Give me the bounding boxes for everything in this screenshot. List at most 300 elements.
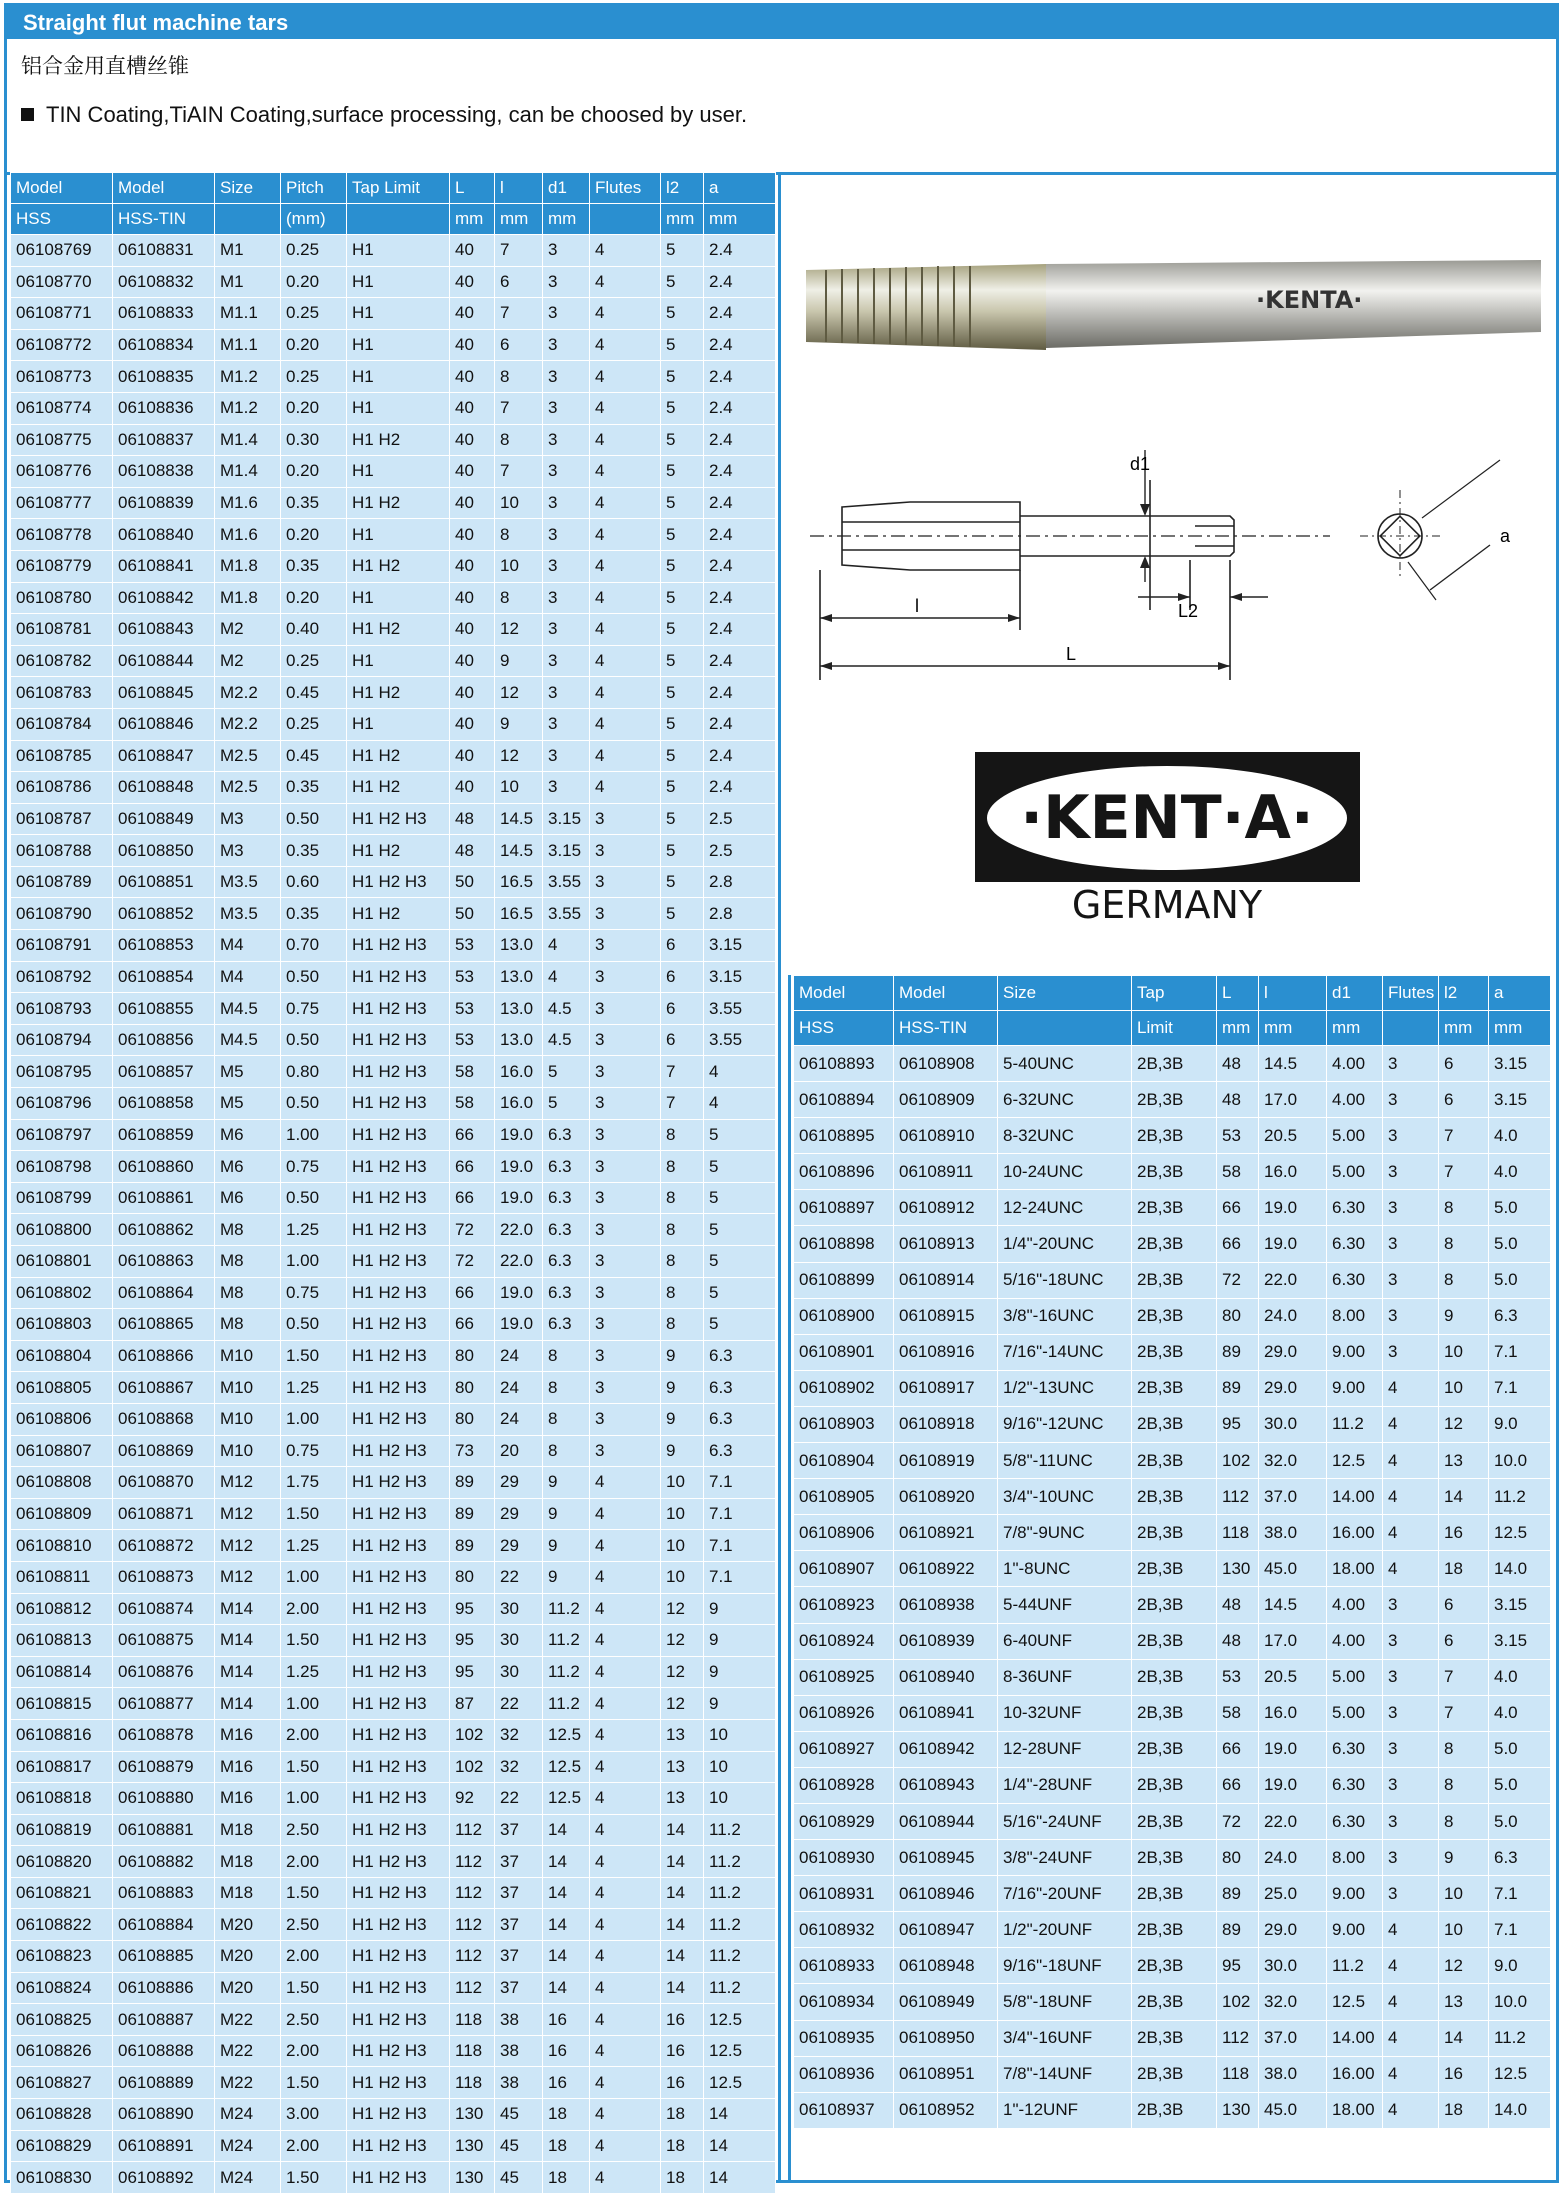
table-cell: 3/4"-16UNF [998, 2020, 1132, 2056]
column-header: l2 [1439, 976, 1489, 1011]
table-cell: 3.55 [543, 898, 590, 930]
table-row [794, 1082, 1551, 1118]
square-bullet-icon [21, 108, 34, 121]
table-cell: 6.30 [1327, 1226, 1383, 1262]
table-cell: 18 [543, 2162, 590, 2194]
table-cell: 3 [590, 961, 661, 993]
table-cell: 0.45 [281, 740, 347, 772]
table-cell: 06108900 [794, 1298, 894, 1334]
table-cell: 06108897 [794, 1190, 894, 1226]
table-cell: 1.50 [281, 1340, 347, 1372]
table-cell: 3 [590, 1182, 661, 1214]
table-row [11, 235, 776, 267]
table-cell: 3.15 [543, 835, 590, 867]
table-cell: H1 H2 H3 [347, 1719, 450, 1751]
table-cell: 4 [590, 2035, 661, 2067]
table-cell: 06108940 [894, 1659, 998, 1695]
table-cell: 118 [450, 2035, 495, 2067]
table-cell: 32 [495, 1751, 543, 1783]
table-cell: 3 [543, 361, 590, 393]
table-row [11, 1340, 776, 1372]
table-cell: 24 [495, 1372, 543, 1404]
table-cell: 5/8"-11UNC [998, 1443, 1132, 1479]
table-cell: 66 [450, 1277, 495, 1309]
table-row [11, 298, 776, 330]
table-cell: 06108842 [113, 582, 215, 614]
table-cell: 8 [1439, 1262, 1489, 1298]
table-cell: 22.0 [495, 1214, 543, 1246]
table-cell: 9.00 [1327, 1912, 1383, 1948]
table-cell: 06108859 [113, 1119, 215, 1151]
table-cell: 40 [450, 298, 495, 330]
table-cell: 3 [590, 866, 661, 898]
table-cell: 3 [1383, 1731, 1439, 1767]
table-cell: 16.5 [495, 866, 543, 898]
table-cell: 06108925 [794, 1659, 894, 1695]
table-cell: 2B,3B [1132, 1334, 1217, 1370]
table-cell: 06108820 [11, 1846, 113, 1878]
table-cell: M16 [215, 1719, 281, 1751]
table-cell: 37.0 [1259, 2020, 1327, 2056]
table-cell: M10 [215, 1435, 281, 1467]
table-cell: 6.3 [704, 1372, 776, 1404]
table-cell: 06108915 [894, 1298, 998, 1334]
column-header: Model [894, 976, 998, 1011]
table-cell: 3 [1383, 1082, 1439, 1118]
table-cell: 16.00 [1327, 2056, 1383, 2092]
table-row [11, 835, 776, 867]
table-cell: 8 [543, 1340, 590, 1372]
table-cell: 14.0 [1489, 1551, 1551, 1587]
table-row [794, 1803, 1551, 1839]
table-cell: 9/16"-18UNF [998, 1948, 1132, 1984]
table-cell: M12 [215, 1498, 281, 1530]
table-cell: 22 [495, 1783, 543, 1815]
table-cell: 11.2 [1489, 1479, 1551, 1515]
table-cell: 18 [543, 2099, 590, 2131]
table-cell: 1.50 [281, 2162, 347, 2194]
table-cell: 50 [450, 866, 495, 898]
table-cell: 2B,3B [1132, 1840, 1217, 1876]
table-cell: M16 [215, 1783, 281, 1815]
table-cell: 2.50 [281, 1909, 347, 1941]
table-cell: 4 [590, 329, 661, 361]
table-cell: 2.5 [704, 835, 776, 867]
table-cell: 06108827 [11, 2067, 113, 2099]
table-cell: 06108922 [894, 1551, 998, 1587]
table-cell: 3 [590, 1403, 661, 1435]
table-cell: 06108867 [113, 1372, 215, 1404]
column-header: Size [998, 976, 1132, 1011]
table-row [794, 1984, 1551, 2020]
table-cell: 2.4 [704, 424, 776, 456]
table-cell: 06108847 [113, 740, 215, 772]
table-cell: 06108811 [11, 1561, 113, 1593]
table-cell: 12 [661, 1656, 704, 1688]
table-cell: M8 [215, 1277, 281, 1309]
table-cell: 8-36UNF [998, 1659, 1132, 1695]
table-cell: 06108881 [113, 1814, 215, 1846]
table-cell: 10 [704, 1783, 776, 1815]
table-cell: 29.0 [1259, 1370, 1327, 1406]
table-cell: M2.2 [215, 677, 281, 709]
table-cell: 7.1 [1489, 1370, 1551, 1406]
table-cell: M3.5 [215, 898, 281, 930]
header-row [11, 173, 776, 204]
table-cell: 12 [661, 1593, 704, 1625]
table-cell: 48 [450, 835, 495, 867]
table-cell: 19.0 [495, 1151, 543, 1183]
table-cell: 24 [495, 1403, 543, 1435]
table-cell: 3 [543, 614, 590, 646]
table-cell: 06108855 [113, 993, 215, 1025]
table-cell: H1 H2 H3 [347, 1593, 450, 1625]
table-cell: 06108806 [11, 1403, 113, 1435]
table-cell: 06108949 [894, 1984, 998, 2020]
table-cell: 14.00 [1327, 2020, 1383, 2056]
table-cell: 06108932 [794, 1912, 894, 1948]
table-cell: 6.3 [543, 1309, 590, 1341]
table-cell: 06108830 [11, 2162, 113, 2194]
table-row [794, 1912, 1551, 1948]
column-header: L [1217, 976, 1259, 1011]
table-cell: 58 [450, 1056, 495, 1088]
table-cell: 4 [590, 677, 661, 709]
table-cell: 13 [661, 1751, 704, 1783]
table-cell: 06108914 [894, 1262, 998, 1298]
table-cell: 8 [1439, 1190, 1489, 1226]
table-cell: 2.00 [281, 2035, 347, 2067]
d1-label: d1 [1130, 454, 1151, 474]
table-cell: 2B,3B [1132, 1659, 1217, 1695]
table-cell: M4 [215, 930, 281, 962]
table-row [11, 329, 776, 361]
table-cell: 3 [590, 1056, 661, 1088]
table-cell: 18 [1439, 2092, 1489, 2128]
table-cell: 0.75 [281, 993, 347, 1025]
table-cell: 06108840 [113, 519, 215, 551]
table-cell: 25.0 [1259, 1876, 1327, 1912]
table-cell: 2B,3B [1132, 1623, 1217, 1659]
table-cell: 95 [450, 1656, 495, 1688]
table-cell: 3 [590, 1435, 661, 1467]
table-cell: 9 [543, 1561, 590, 1593]
table-cell: M1.8 [215, 550, 281, 582]
table-row [11, 266, 776, 298]
table-cell: H1 [347, 519, 450, 551]
table-row [794, 1876, 1551, 1912]
table-row [11, 361, 776, 393]
table-cell: 66 [1217, 1731, 1259, 1767]
table-cell: 37 [495, 1972, 543, 2004]
table-cell: 3 [590, 898, 661, 930]
table-row [11, 2099, 776, 2131]
table-cell: 45.0 [1259, 1551, 1327, 1587]
table-cell: 06108839 [113, 487, 215, 519]
column-header: L [450, 173, 495, 204]
table-row [794, 1443, 1551, 1479]
table-cell: 0.50 [281, 1024, 347, 1056]
table-cell: 12.5 [543, 1783, 590, 1815]
table-cell: 5.00 [1327, 1118, 1383, 1154]
table-cell: 5 [543, 1056, 590, 1088]
table-cell: 13 [1439, 1443, 1489, 1479]
table-cell: 06108819 [11, 1814, 113, 1846]
table-cell: H1 H2 H3 [347, 1909, 450, 1941]
table-cell: M20 [215, 1909, 281, 1941]
table-cell: 5.0 [1489, 1190, 1551, 1226]
table-cell: 06108943 [894, 1767, 998, 1803]
table-row [11, 1024, 776, 1056]
table-cell: 4.0 [1489, 1659, 1551, 1695]
table-cell: M1.6 [215, 519, 281, 551]
table-cell: 2B,3B [1132, 1876, 1217, 1912]
table-row [794, 1406, 1551, 1442]
table-cell: 4 [590, 582, 661, 614]
table-cell: 2.4 [704, 740, 776, 772]
table-cell: 1.50 [281, 1498, 347, 1530]
table-cell: 3 [590, 1246, 661, 1278]
column-header: HSS-TIN [113, 204, 215, 235]
table-cell: 2B,3B [1132, 1912, 1217, 1948]
table-cell: M6 [215, 1119, 281, 1151]
table-cell: 118 [1217, 2056, 1259, 2092]
table-cell: 12.5 [1327, 1443, 1383, 1479]
table-cell: M10 [215, 1340, 281, 1372]
table-cell: 8 [1439, 1767, 1489, 1803]
table-cell: H1 H2 H3 [347, 961, 450, 993]
table-cell: 2B,3B [1132, 1443, 1217, 1479]
table-cell: 2.8 [704, 898, 776, 930]
table-cell: 80 [450, 1403, 495, 1435]
table-cell: H1 H2 H3 [347, 1372, 450, 1404]
table-cell: 4 [1383, 1515, 1439, 1551]
table-cell: 5 [661, 645, 704, 677]
table-cell: 9 [704, 1593, 776, 1625]
table-cell: 5.0 [1489, 1226, 1551, 1262]
table-cell: 06108788 [11, 835, 113, 867]
table-row [11, 1656, 776, 1688]
table-cell: 06108887 [113, 2004, 215, 2036]
table-cell: 11.2 [704, 1972, 776, 2004]
table-cell: H1 H2 [347, 772, 450, 804]
table-cell: 06108875 [113, 1625, 215, 1657]
table-cell: 2.50 [281, 1814, 347, 1846]
table-cell: 10 [1439, 1912, 1489, 1948]
table-cell: H1 H2 H3 [347, 1277, 450, 1309]
table-cell: 2.4 [704, 266, 776, 298]
table-cell: 2B,3B [1132, 1948, 1217, 1984]
table-cell: 18 [661, 2099, 704, 2131]
table-cell: 130 [450, 2099, 495, 2131]
table-cell: 06108853 [113, 930, 215, 962]
column-header: mm [661, 204, 704, 235]
table-cell: 12 [1439, 1406, 1489, 1442]
table-cell: 06108857 [113, 1056, 215, 1088]
table-cell: 06108924 [794, 1623, 894, 1659]
table-row [11, 1403, 776, 1435]
table-cell: 5 [704, 1214, 776, 1246]
table-cell: 0.20 [281, 456, 347, 488]
coating-note [21, 102, 747, 128]
table-cell: 9 [661, 1435, 704, 1467]
table-cell: 87 [450, 1688, 495, 1720]
table-cell: 4 [1383, 2056, 1439, 2092]
table-cell: H1 H2 H3 [347, 1309, 450, 1341]
table-cell: 8 [495, 519, 543, 551]
table-cell: 0.50 [281, 1182, 347, 1214]
column-header: l [1259, 976, 1327, 1011]
table-cell: 4.5 [543, 1024, 590, 1056]
table-cell: 118 [1217, 1515, 1259, 1551]
column-header: Size [215, 173, 281, 204]
table-row [794, 2056, 1551, 2092]
table-cell: 30.0 [1259, 1406, 1327, 1442]
table-cell: 3 [543, 266, 590, 298]
table-cell: 06108858 [113, 1088, 215, 1120]
table-cell: 6 [661, 930, 704, 962]
table-cell: 06108834 [113, 329, 215, 361]
table-cell: H1 H2 H3 [347, 1751, 450, 1783]
table-cell: 06108888 [113, 2035, 215, 2067]
table-row [11, 1783, 776, 1815]
table-cell: 06108844 [113, 645, 215, 677]
table-cell: 16.0 [1259, 1154, 1327, 1190]
table-cell: 2B,3B [1132, 1984, 1217, 2020]
table-row [11, 740, 776, 772]
table-cell: 4 [590, 2162, 661, 2194]
table-row [794, 1840, 1551, 1876]
table-cell: H1 H2 H3 [347, 1182, 450, 1214]
table-row [11, 2130, 776, 2162]
table-cell: 0.20 [281, 519, 347, 551]
table-cell: 20.5 [1259, 1118, 1327, 1154]
table-cell: 06108828 [11, 2099, 113, 2131]
table-cell: 5 [661, 392, 704, 424]
table-cell: 06108845 [113, 677, 215, 709]
table-cell: 9.0 [1489, 1948, 1551, 1984]
table-cell: 2B,3B [1132, 1190, 1217, 1226]
table-cell: 2B,3B [1132, 1118, 1217, 1154]
table-row [11, 772, 776, 804]
table-cell: 1.25 [281, 1656, 347, 1688]
table-cell: M1.4 [215, 456, 281, 488]
table-cell: 2B,3B [1132, 1298, 1217, 1334]
table-cell: 2.50 [281, 2004, 347, 2036]
table-cell: 3 [543, 582, 590, 614]
table-cell: 0.30 [281, 424, 347, 456]
table-cell: 2.00 [281, 2130, 347, 2162]
table-cell: 4 [590, 2099, 661, 2131]
table-cell: M10 [215, 1403, 281, 1435]
table-cell: 0.50 [281, 961, 347, 993]
table-cell: 13.0 [495, 961, 543, 993]
table-cell: 06108907 [794, 1551, 894, 1587]
table-cell: 06108778 [11, 519, 113, 551]
table-cell: M2.5 [215, 772, 281, 804]
column-header: Limit [1132, 1011, 1217, 1046]
table-cell: 40 [450, 392, 495, 424]
table-cell: 06108898 [794, 1226, 894, 1262]
table-cell: 14 [543, 1941, 590, 1973]
table-cell: 14 [1439, 2020, 1489, 2056]
table-cell: 6.3 [543, 1246, 590, 1278]
table-cell: 06108805 [11, 1372, 113, 1404]
table-cell: 4 [1383, 2020, 1439, 2056]
table-cell: 2.4 [704, 519, 776, 551]
table-cell: 06108817 [11, 1751, 113, 1783]
table-cell: 0.80 [281, 1056, 347, 1088]
table-cell: 3.55 [704, 1024, 776, 1056]
table-cell: 58 [450, 1088, 495, 1120]
table-cell: 0.20 [281, 582, 347, 614]
table-cell: 112 [1217, 2020, 1259, 2056]
table-cell: 11.2 [1327, 1948, 1383, 1984]
table-cell: 06108896 [794, 1154, 894, 1190]
table-cell: 89 [450, 1498, 495, 1530]
table-cell: 6.3 [543, 1214, 590, 1246]
table-cell: 06108831 [113, 235, 215, 267]
table-cell: M8 [215, 1214, 281, 1246]
table-cell: 0.40 [281, 614, 347, 646]
table-cell: 06108909 [894, 1082, 998, 1118]
table-cell: 2.4 [704, 298, 776, 330]
table-cell: 2.00 [281, 1719, 347, 1751]
table-cell: 5.0 [1489, 1803, 1551, 1839]
table-cell: 17.0 [1259, 1623, 1327, 1659]
table-cell: 89 [1217, 1370, 1259, 1406]
table-cell: 24 [495, 1340, 543, 1372]
table-cell: 9 [661, 1403, 704, 1435]
table-cell: M12 [215, 1530, 281, 1562]
table-cell: 8 [661, 1246, 704, 1278]
table-cell: 32 [495, 1719, 543, 1751]
table-cell: 5/16"-18UNC [998, 1262, 1132, 1298]
table-cell: M1.4 [215, 424, 281, 456]
table-row [11, 550, 776, 582]
table-cell: 6.30 [1327, 1731, 1383, 1767]
table-cell: M14 [215, 1656, 281, 1688]
table-cell: 0.50 [281, 1088, 347, 1120]
table-cell: M2.2 [215, 708, 281, 740]
table-cell: 2B,3B [1132, 1082, 1217, 1118]
table-cell: M1.1 [215, 329, 281, 361]
table-row [11, 1498, 776, 1530]
column-header: l2 [661, 173, 704, 204]
table-cell: 30 [495, 1593, 543, 1625]
table-cell: 9 [661, 1372, 704, 1404]
table-cell: 06108785 [11, 740, 113, 772]
table-cell: 06108941 [894, 1695, 998, 1731]
table-row [794, 1334, 1551, 1370]
table-cell: 14 [661, 1909, 704, 1941]
column-header: Pitch [281, 173, 347, 204]
table-cell: 2.4 [704, 487, 776, 519]
table-cell: 19.0 [495, 1277, 543, 1309]
table-cell: M12 [215, 1561, 281, 1593]
table-cell: 4 [590, 1625, 661, 1657]
table-cell: 06108824 [11, 1972, 113, 2004]
table-cell: 48 [1217, 1623, 1259, 1659]
table-cell: H1 H2 H3 [347, 1088, 450, 1120]
table-cell: 11.2 [704, 1877, 776, 1909]
table-cell: M6 [215, 1151, 281, 1183]
table-cell: H1 H2 H3 [347, 866, 450, 898]
table-cell: 40 [450, 740, 495, 772]
table-cell: 06108850 [113, 835, 215, 867]
table-cell: 12-28UNF [998, 1731, 1132, 1767]
table-cell: 80 [1217, 1840, 1259, 1876]
